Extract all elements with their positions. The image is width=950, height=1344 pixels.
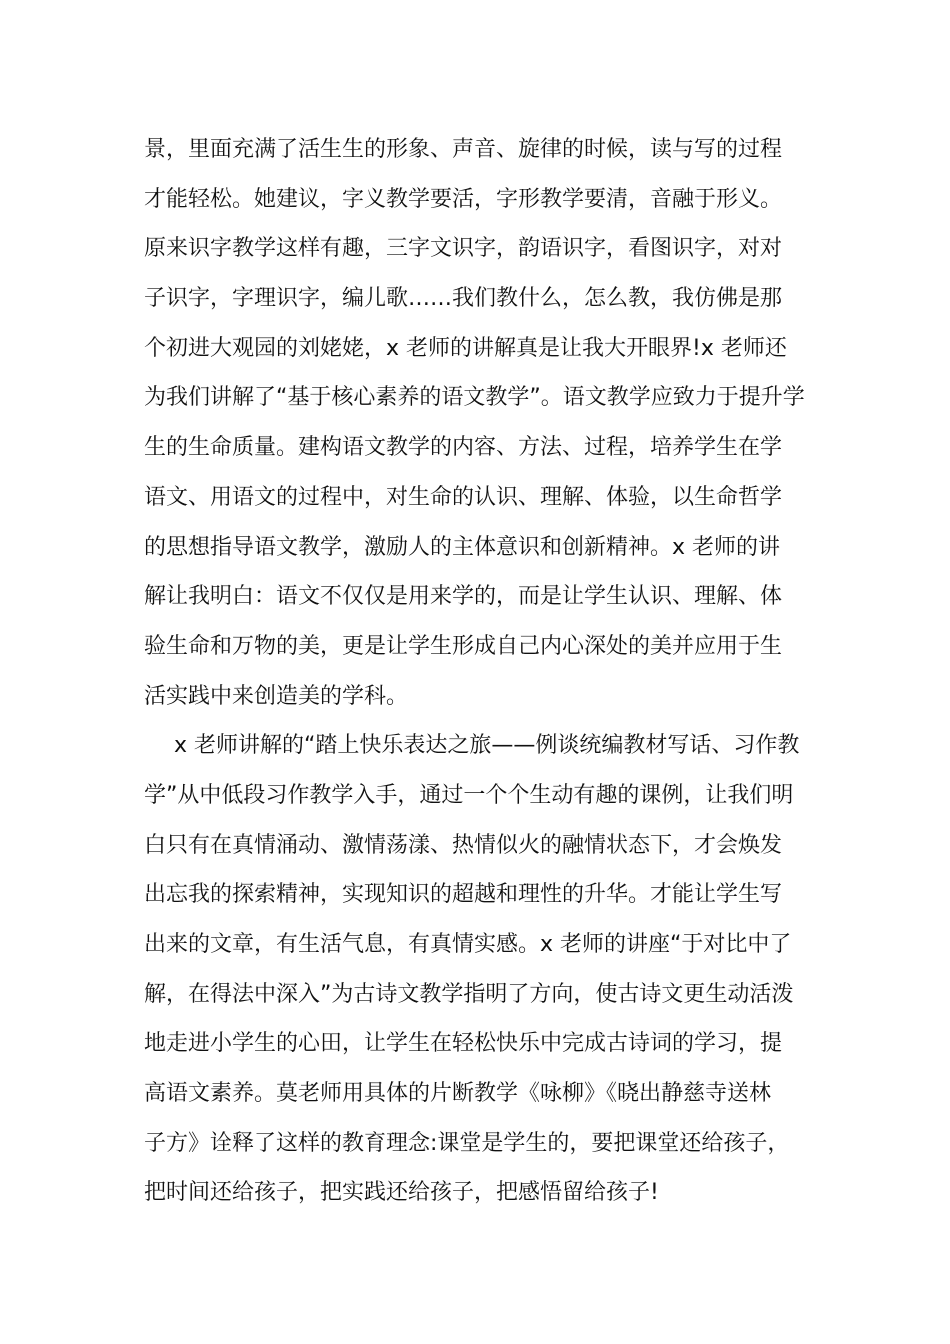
text-line: 原来识字教学这样有趣，三字文识字，韵语识字，看图识字，对对 <box>144 236 783 262</box>
text-line: 的思想指导语文教学，激励人的主体意识和创新精神。x 老师的讲 <box>144 534 781 560</box>
text-line: 白只有在真情涌动、激情荡漾、热情似火的融情状态下，才会焕发 <box>144 832 783 858</box>
text-line: 个初进大观园的刘姥姥，x 老师的讲解真是让我大开眼界!x 老师还 <box>144 335 787 361</box>
text-line: 地走进小学生的心田，让学生在轻松快乐中完成古诗词的学习，提 <box>144 1031 783 1057</box>
text-line: 子识字，字理识字，编儿歌……我们教什么，怎么教，我仿佛是那 <box>144 286 783 312</box>
text-line: 解让我明白：语文不仅仅是用来学的，而是让学生认识、理解、体 <box>144 584 783 610</box>
text-line: 景，里面充满了活生生的形象、声音、旋律的时候，读与写的过程 <box>144 137 783 162</box>
text-line: 活实践中来创造美的学科。 <box>144 683 409 709</box>
text-line: 学”从中低段习作教学入手，通过一个个生动有趣的课例，让我们明 <box>144 782 794 808</box>
text-line: 语文、用语文的过程中，对生命的认识、理解、体验，以生命哲学 <box>144 484 783 510</box>
text-line: 高语文素养。莫老师用具体的片断教学《咏柳》《晓出静慈寺送林 <box>144 1081 772 1107</box>
text-line: 解，在得法中深入”为古诗文教学指明了方向，使古诗文更生动活泼 <box>144 981 794 1007</box>
text-line: 子方》诠释了这样的教育理念:课堂是学生的，要把课堂还给孩子， <box>144 1130 790 1156</box>
paragraph-1 <box>144 125 814 721</box>
paragraph-2 <box>144 721 814 1218</box>
text-line: 才能轻松。她建议，字义教学要活，字形教学要清，音融于形义。 <box>144 186 783 212</box>
body-text <box>144 125 814 1218</box>
text-line: 把时间还给孩子，把实践还给孩子，把感悟留给孩子! <box>144 1180 659 1206</box>
text-line: 生的生命质量。建构语文教学的内容、方法、过程，培养学生在学 <box>144 435 783 461</box>
text-line: 为我们讲解了“基于核心素养的语文教学”。语文教学应致力于提升学 <box>144 385 805 411</box>
text-line: 验生命和万物的美，更是让学生形成自己内心深处的美并应用于生 <box>144 633 783 659</box>
text-line: x 老师讲解的“踏上快乐表达之旅——例谈统编教材写话、习作教 <box>174 733 800 759</box>
text-line: 出忘我的探索精神，实现知识的超越和理性的升华。才能让学生写 <box>144 882 783 908</box>
text-line: 出来的文章，有生活气息，有真情实感。x 老师的讲座“于对比中了 <box>144 932 792 957</box>
